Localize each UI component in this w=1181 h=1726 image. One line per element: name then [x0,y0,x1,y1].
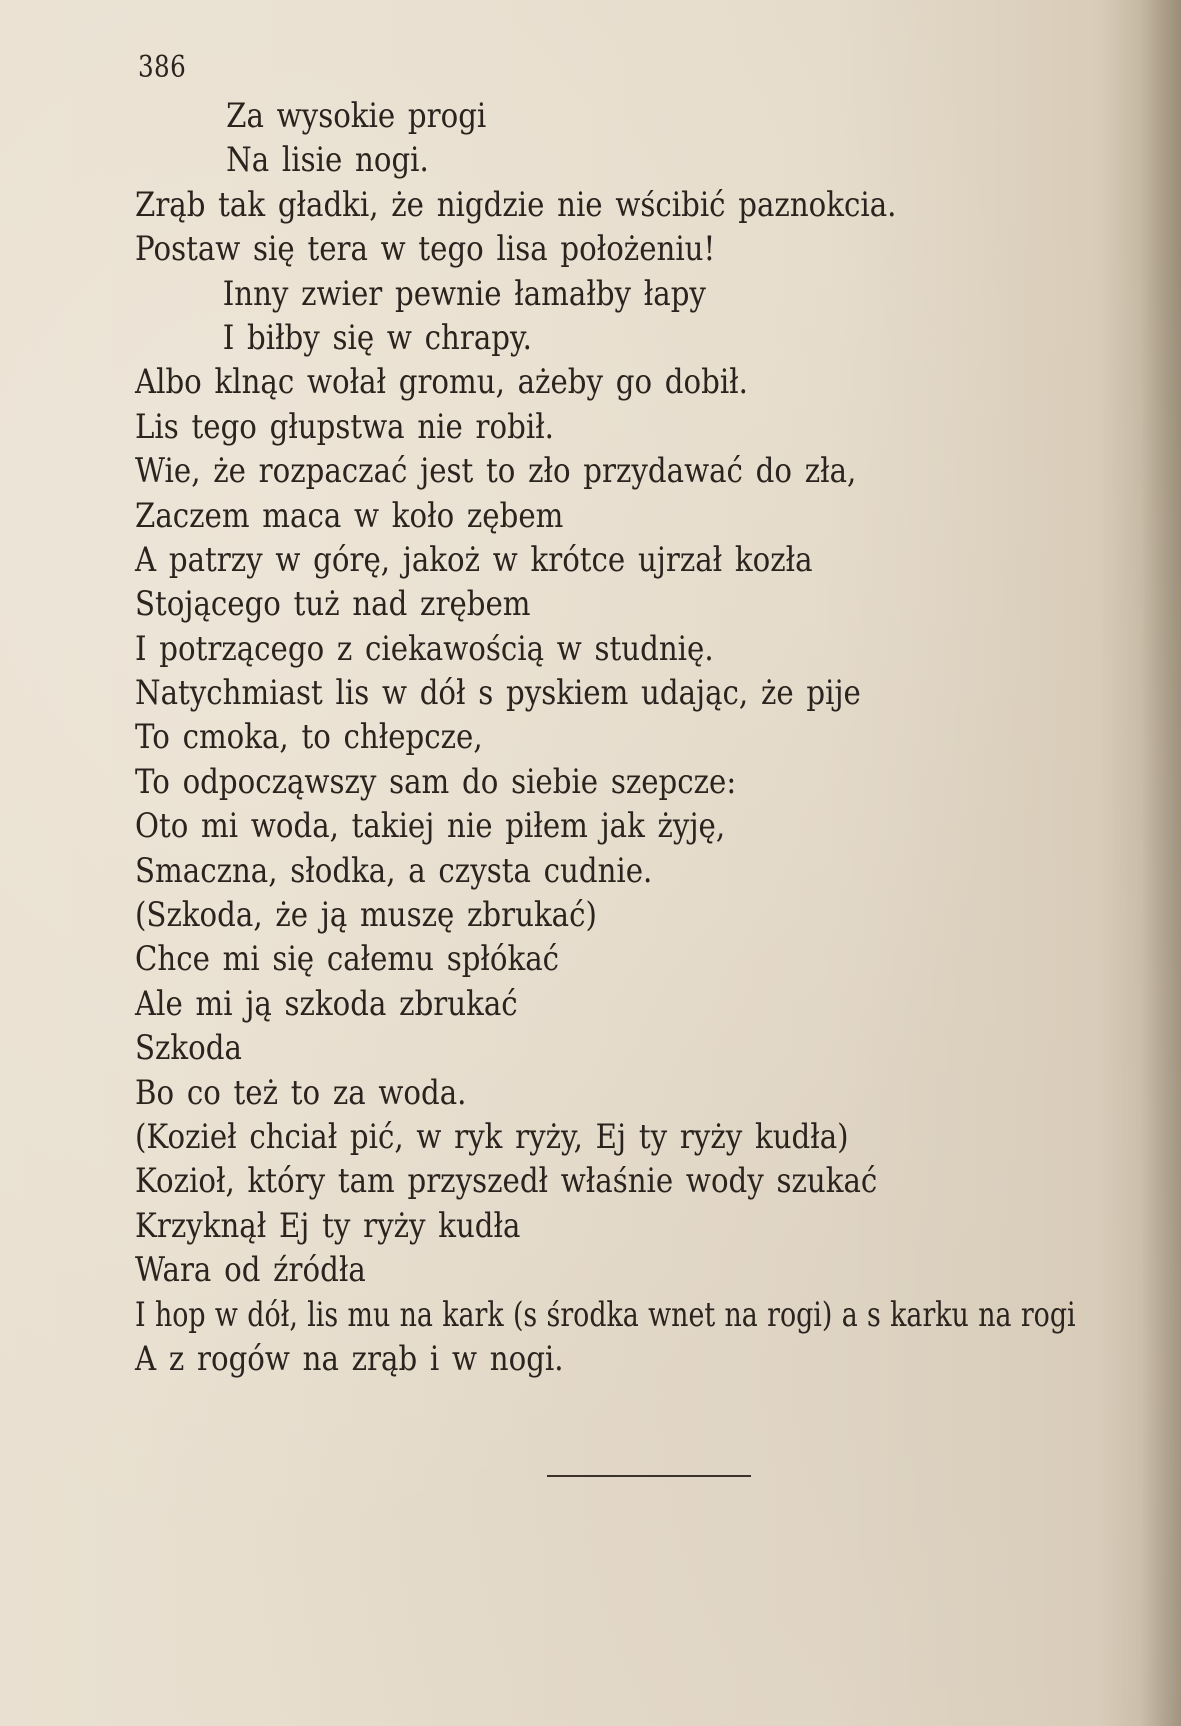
poem-line: I potrzącego z ciekawością w studnię. [135,628,714,669]
poem-line: To odpocząwszy sam do siebie szepcze: [135,761,737,802]
poem-line: Na lisie nogi. [226,140,429,181]
page-number: 386 [138,50,187,85]
page-edge-shadow [1141,0,1181,1726]
poem-line: Szkoda [135,1028,242,1069]
poem-line: A z rogów na zrąb i w nogi. [135,1338,564,1379]
poem-line: Kozioł, który tam przyszedł właśnie wody szukać [135,1161,878,1202]
poem-text [135,94,1175,1381]
poem-line: Oto mi woda, takiej nie piłem jak żyję, [135,806,726,847]
poem-line: Wie, że rozpaczać jest to zło przydawać do zła, [135,451,857,492]
poem-line: Chce mi się całemu spłókać [135,939,560,980]
poem-line: Inny zwier pewnie łamałby łapy [222,273,706,314]
poem-line: Stojącego tuż nad zrębem [135,584,531,625]
poem-line: Wara od źródła [135,1250,366,1291]
poem-line: A patrzy w górę, jakoż w krótce ujrzał kozła [135,539,813,580]
end-rule [547,1475,751,1477]
poem-line: Krzyknął Ej ty ryży kudła [135,1205,521,1246]
poem-line: Za wysokie progi [226,96,487,136]
poem-line: Albo klnąc wołał gromu, ażeby go dobił. [135,362,748,403]
poem-line: Zrąb tak gładki, że nigdzie nie wścibić paznokcia. [135,184,897,225]
poem-line: (Szkoda, że ją muszę zbrukać) [135,895,597,936]
poem-line: (Kozieł chciał pić, w ryk ryży, Ej ty ryży kudła) [135,1116,849,1157]
poem-line: Postaw się tera w tego lisa położeniu! [135,229,716,270]
poem-line: Lis tego głupstwa nie robił. [135,406,554,447]
poem-line: Smaczna, słodka, a czysta cudnie. [135,850,653,891]
poem-line: Ale mi ją szkoda zbrukać [135,983,518,1024]
poem-line: To cmoka, to chłepcze, [135,717,483,758]
poem-line: Bo co też to za woda. [135,1072,467,1113]
poem-line: I hop w dół, lis mu na kark (s środka wnet na rogi) a s karku na rogi [135,1294,1076,1335]
poem-line: Natychmiast lis w dół s pyskiem udając, że pije [135,673,861,714]
poem-line: Zaczem maca w koło zębem [135,495,564,536]
poem-line: I biłby się w chrapy. [222,317,532,358]
